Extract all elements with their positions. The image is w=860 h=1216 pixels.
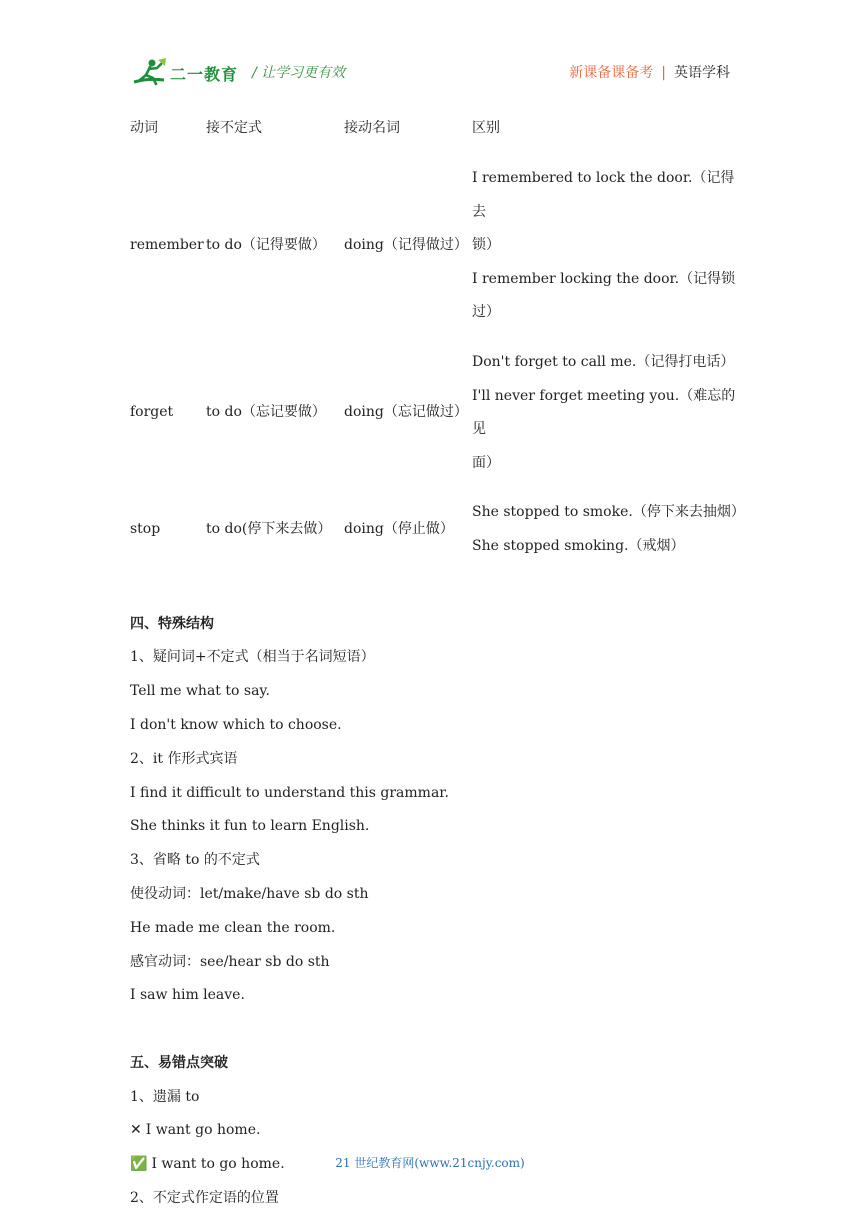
text-line: 1、遗漏 to [130,1088,200,1105]
table-header-cell: 接动名词 [344,120,400,137]
right-example-text: I want to go home. [151,1156,285,1173]
logo-text: 二一教育 [170,65,239,84]
text-line: 1、疑问词+不定式（相当于名词短语） [130,649,375,666]
infinitive-cell: to do（忘记要做） [206,404,326,421]
table-row [130,496,740,563]
table-header-cell: 接不定式 [206,120,262,137]
gerund-cell: doing（记得做过） [344,237,468,254]
table-row [130,346,740,480]
diff-line: I'll never forget meeting you.（难忘的见 [472,387,736,438]
table-header-cell: 动词 [130,120,158,137]
table-header-cell: 区别 [472,120,500,137]
text-line: I saw him leave. [130,987,245,1004]
document-body [130,112,745,1216]
text-line: 3、省略 to 的不定式 [130,852,260,869]
diff-line: She stopped to smoke.（停下来去抽烟） [472,504,745,521]
gerund-cell: doing（停止做） [344,521,454,538]
check-mark-icon: ✅ [130,1156,148,1173]
section-5-title: 五、易错点突破 [130,1054,228,1071]
text-line: Tell me what to say. [130,683,270,700]
header-discipline: 英语学科 [674,65,730,81]
text-line: I don't know which to choose. [130,716,342,733]
diff-line: I remember locking the door.（记得锁过） [472,270,736,321]
wrong-example [130,1114,740,1148]
header-course: 新课备课备考 [569,65,654,81]
wrong-example-text: I want go home. [145,1122,261,1139]
diff-line: 锁） [472,237,500,254]
diff-line: I remembered to lock the door.（记得去 [472,170,735,220]
difference-cell [472,346,740,480]
text-line: 2、it 作形式宾语 [130,750,238,767]
difference-cell [472,496,745,563]
text-line: 感官动词：see/hear sb do sth [130,953,330,970]
verb-cell: remember [130,237,204,254]
slogan: / 让学习更有效 [252,65,346,81]
cross-mark-icon: ✕ [130,1122,142,1139]
page-header [130,56,730,90]
text-line: 使役动词：let/make/have sb do sth [130,885,369,902]
table-row [130,162,740,330]
diff-line: Don't forget to call me.（记得打电话） [472,353,735,370]
verb-cell: forget [130,404,174,421]
verb-cell: stop [130,521,161,538]
text-line: She thinks it fun to learn English. [130,818,370,835]
page-footer: 21 世纪教育网(www.21cnjy.com) [335,1156,525,1170]
header-separator: | [661,65,666,81]
text-line: He made me clean the room. [130,919,336,936]
text-line: I find it difficult to understand this grammar. [130,784,449,801]
difference-cell [472,162,740,330]
text-line: 2、不定式作定语的位置 [130,1190,279,1207]
table-header-row [130,112,740,146]
verb-table [130,112,745,564]
diff-line: She stopped smoking.（戒烟） [472,537,685,554]
gerund-cell: doing（忘记做过） [344,404,468,421]
header-subject [569,62,730,82]
diff-line: 面） [472,454,500,471]
section-4-title: 四、特殊结构 [130,615,214,632]
infinitive-cell: to do(停下来去做） [206,521,332,538]
infinitive-cell: to do（记得要做） [206,237,326,254]
